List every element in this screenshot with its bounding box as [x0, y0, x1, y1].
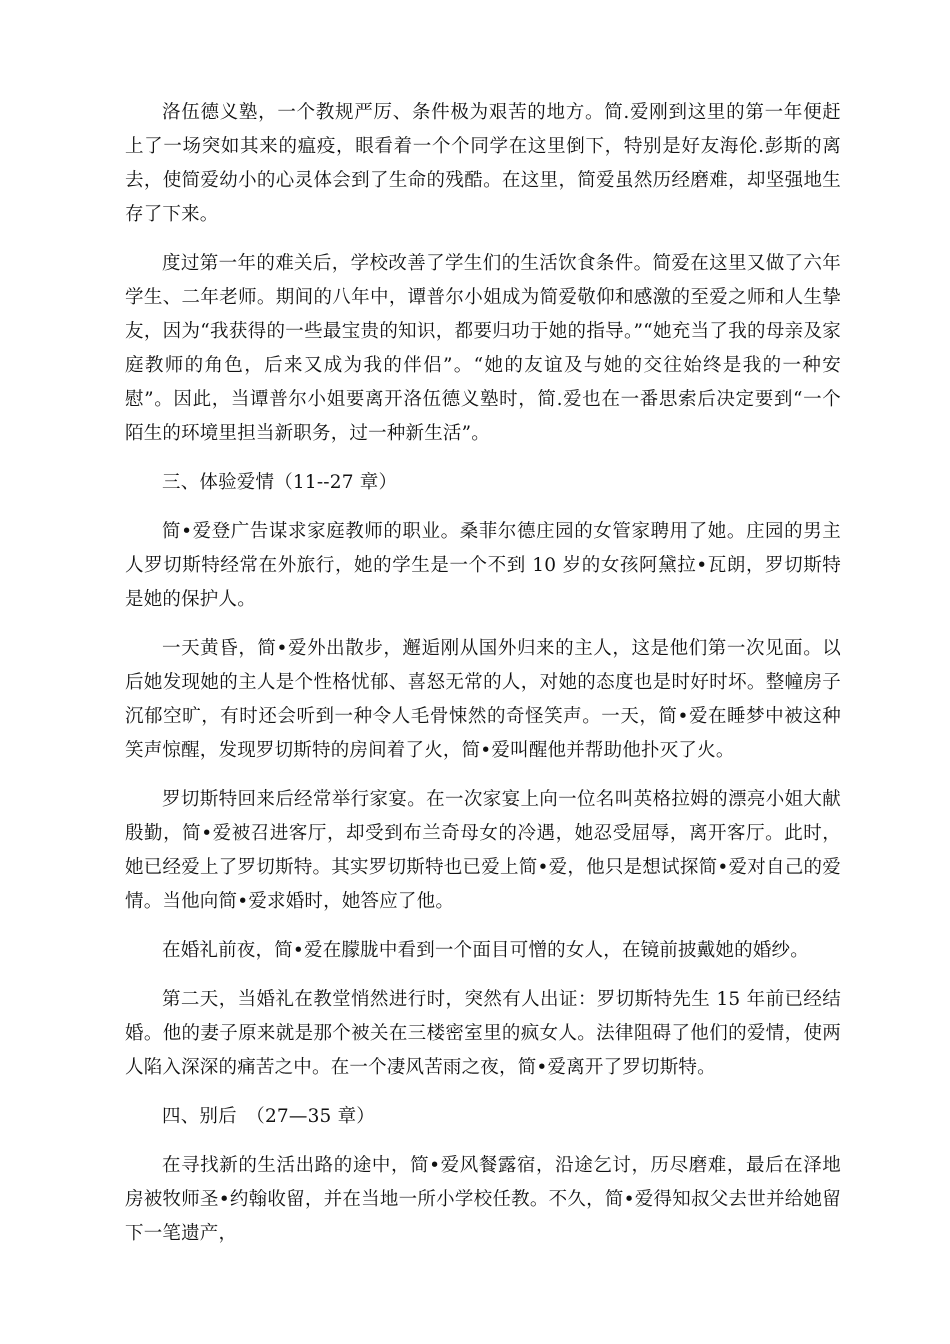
section-heading-3: 三、体验爱情（11--27 章）	[162, 472, 398, 493]
paragraph-miss-temple: 度过第一年的难关后，学校改善了学生们的生活饮食条件。简爱在这里又做了六年学生、二年老师。期间的八年中，谭普尔小姐成为简爱敬仰和感激的至爱之师和人生挚友，因为“我获得的一些最宝贵的知识，都要归功于她的指导。”“她充当了我的母亲及家庭教师的角色，后来又成为我的伴侣”。“她的友谊及与她的交往始终是我的一种安慰”。因此，当谭普尔小姐要离开洛伍德义塾时，简.爱也在一番思索后决定要到“一个陌生的环境里担当新职务，过一种新生活”。	[125, 253, 841, 444]
paragraph-advertisement: 简•爱登广告谋求家庭教师的职业。桑菲尔德庄园的女管家聘用了她。庄园的男主人罗切斯特经常在外旅行，她的学生是一个不到 10 岁的女孩阿黛拉•瓦朗，罗切斯特是她的保护人。	[125, 521, 841, 610]
paragraph-lowood: 洛伍德义塾，一个教规严厉、条件极为艰苦的地方。简.爱刚到这里的第一年便赶上了一场突如其来的瘟疫，眼看着一个个同学在这里倒下，特别是好友海伦.彭斯的离去，使简爱幼小的心灵体会到了生命的残酷。在这里，简爱虽然历经磨难，却坚强地生存了下来。	[125, 102, 841, 225]
paragraph-wedding-day: 第二天，当婚礼在教堂悄然进行时，突然有人出证：罗切斯特先生 15 年前已经结婚。他的妻子原来就是那个被关在三楼密室里的疯女人。法律阻碍了他们的爱情，使两人陷入深深的痛苦之中。在一个凄风苦雨之夜，简•爱离开了罗切斯特。	[125, 989, 841, 1078]
paragraph-first-meeting: 一天黄昏，简•爱外出散步，邂逅刚从国外归来的主人，这是他们第一次见面。以后她发现她的主人是个性格忧郁、喜怒无常的人，对她的态度也是时好时坏。整幢房子沉郁空旷，有时还会听到一种令人毛骨悚然的奇怪笑声。一天，简•爱在睡梦中被这种笑声惊醒，发现罗切斯特的房间着了火，简•爱叫醒他并帮助他扑灭了火。	[125, 638, 841, 761]
paragraph-wedding-eve: 在婚礼前夜，简•爱在朦胧中看到一个面目可憎的女人，在镜前披戴她的婚纱。	[162, 940, 809, 961]
paragraph-banquet: 罗切斯特回来后经常举行家宴。在一次家宴上向一位名叫英格拉姆的漂亮小姐大献殷勤，简•爱被召进客厅，却受到布兰奇母女的冷遇，她忍受屈辱，离开客厅。此时，她已经爱上了罗切斯特。其实罗切斯特也已爱上简•爱，他只是想试探简•爱对自己的爱情。当他向简•爱求婚时，她答应了他。	[125, 789, 841, 912]
document-body	[125, 96, 841, 1266]
section-heading-4: 四、别后 （27—35 章）	[162, 1106, 376, 1127]
paragraph-new-life: 在寻找新的生活出路的途中，简•爱风餐露宿，沿途乞讨，历尽磨难，最后在泽地房被牧师圣•约翰收留，并在当地一所小学校任教。不久，简•爱得知叔父去世并给她留下一笔遗产，	[125, 1155, 841, 1244]
